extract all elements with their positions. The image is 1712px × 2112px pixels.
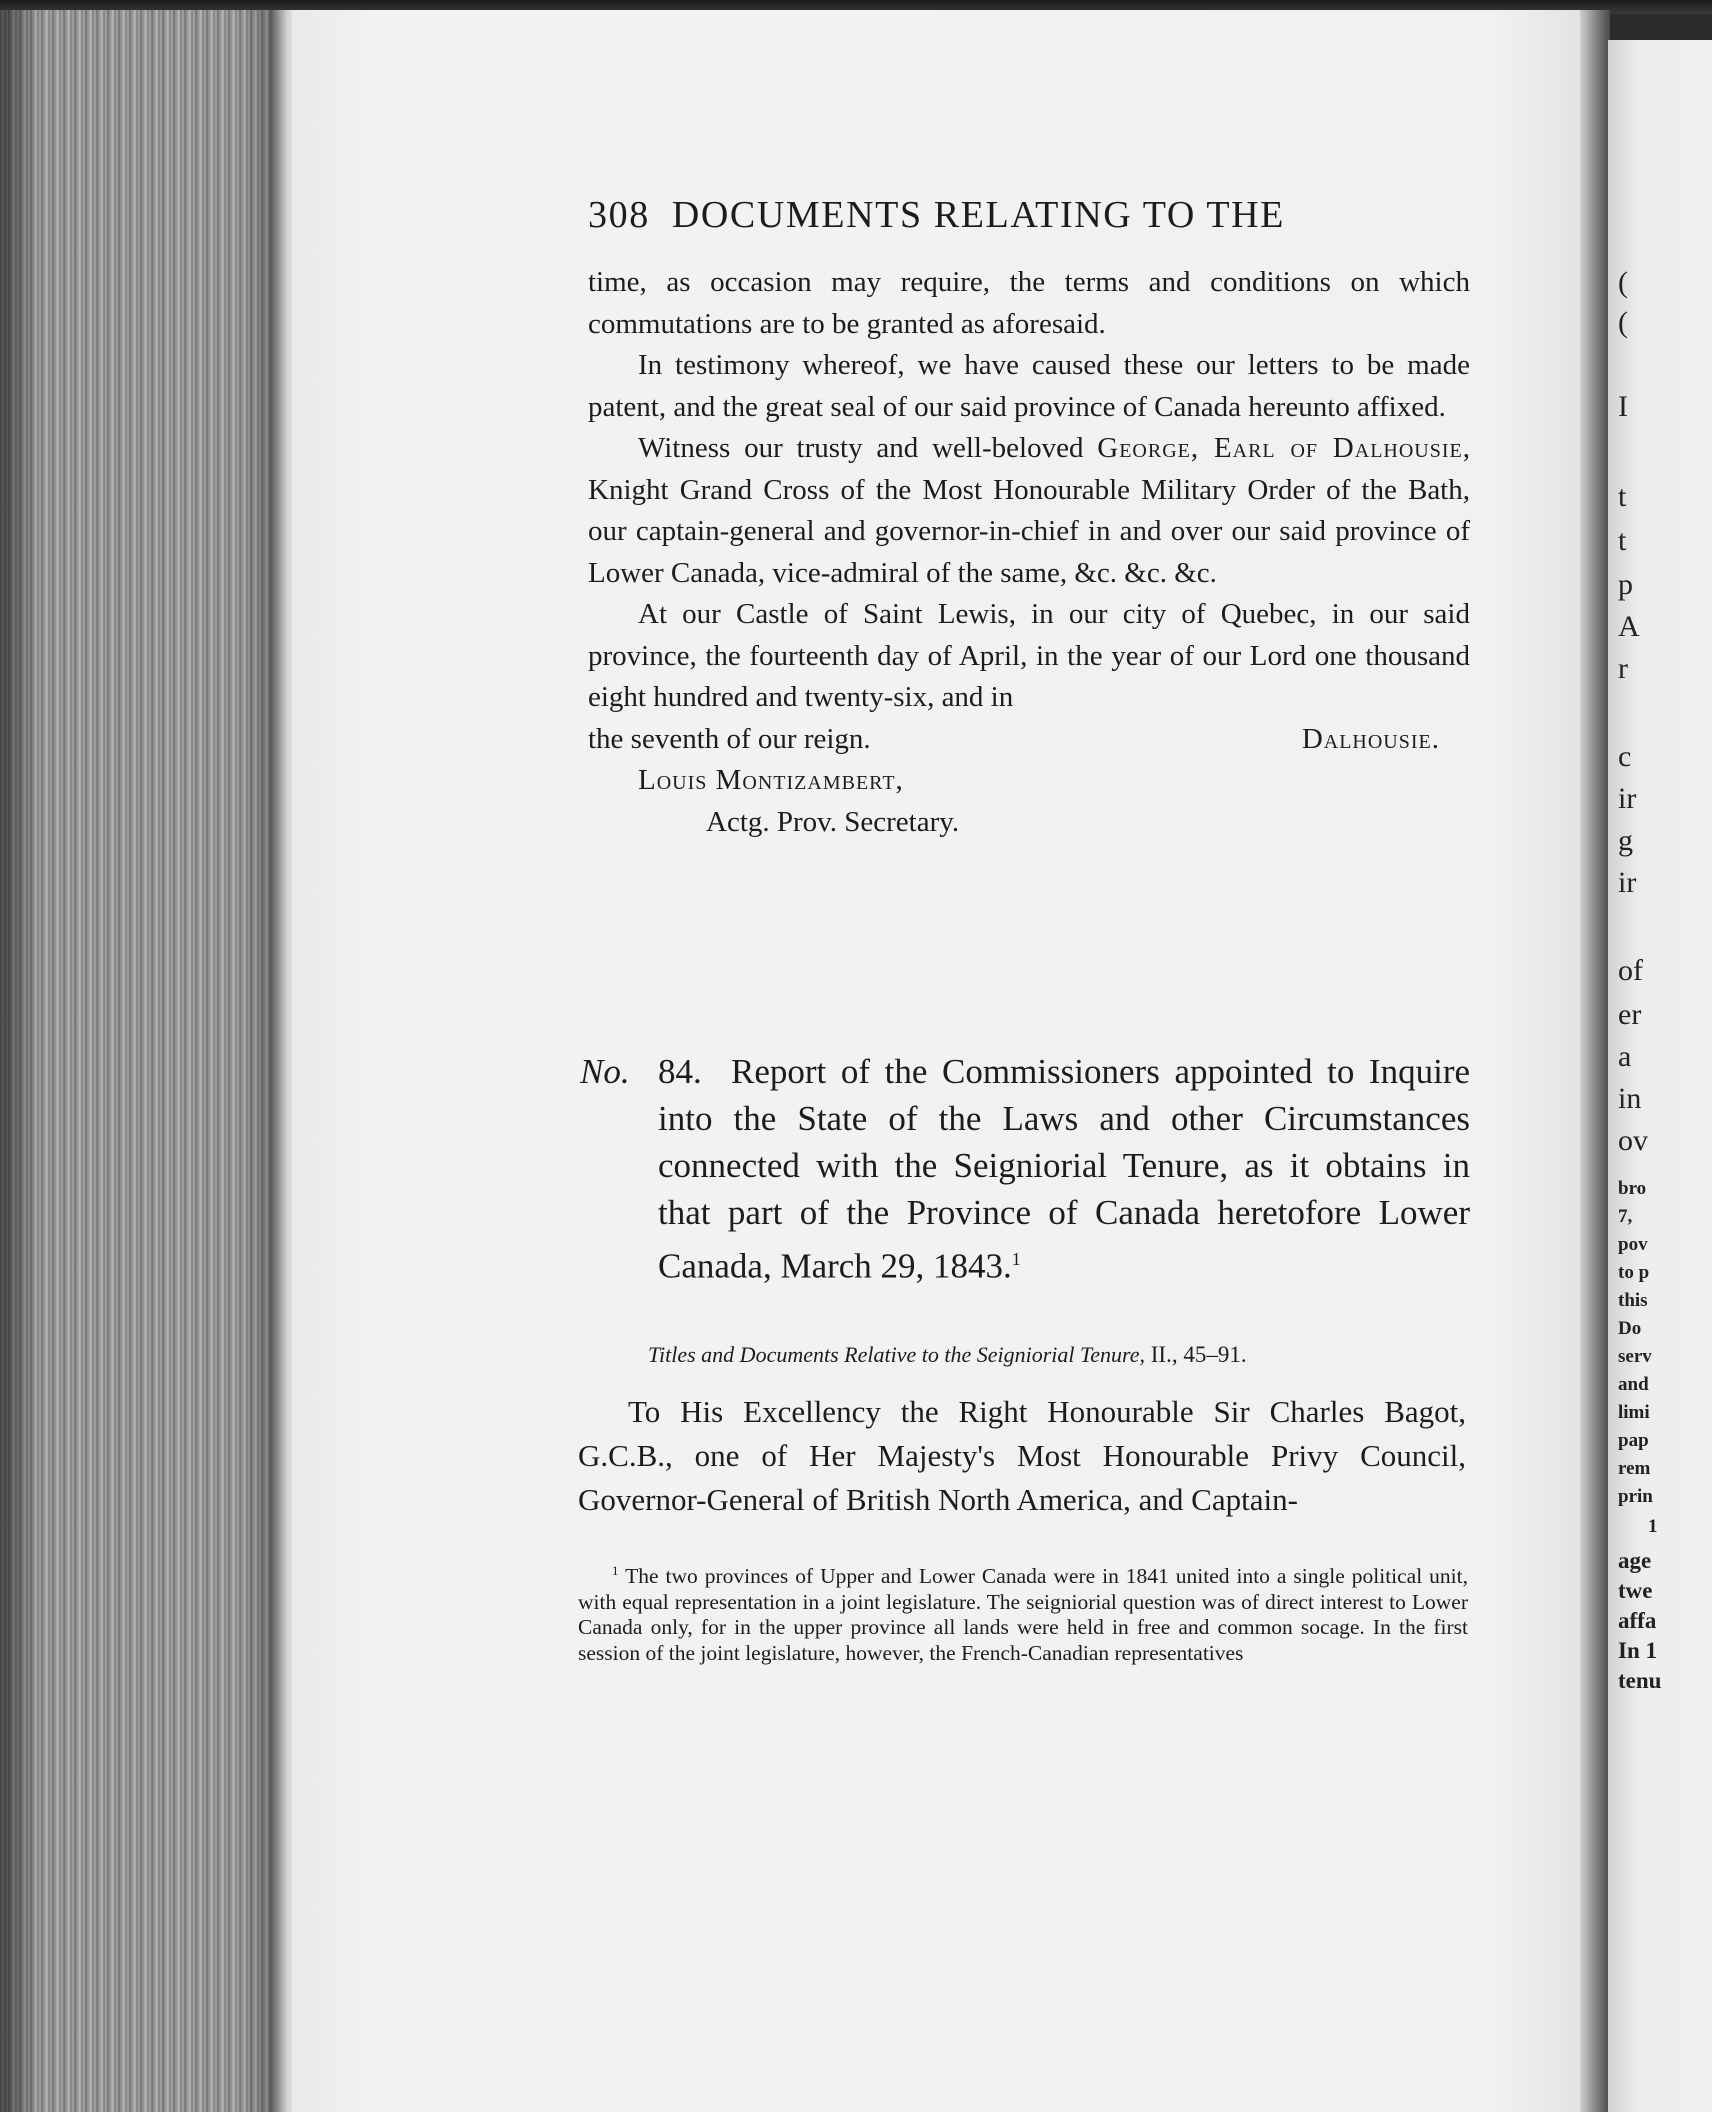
- facing-page-fragment: bro: [1618, 1178, 1647, 1199]
- facing-page-fragment: c: [1618, 740, 1632, 773]
- document-heading: [580, 1048, 1470, 1290]
- facing-page-fragment: er: [1618, 998, 1642, 1031]
- signature-line: [588, 719, 1470, 761]
- facing-page-fragment: ir: [1618, 782, 1637, 815]
- document-title: Report of the Commissioners appointed to Inquire into the State of the Laws and other Circumstances connected with the Seigniorial Tenure, as it obtains in that part of the Province of Canada heretofore Lower Canada, March 29, 1843.: [658, 1052, 1471, 1286]
- footnote-text: The two provinces of Upper and Lower Canada were in 1841 united into a single political unit, with equal representation in a joint legislature. The seigniorial question was of direct interest to Lower Canada only, for in the upper province all lands were held in free and common socage. In the first session of the joint legislature, however, the French-Canadian representatives: [578, 1564, 1468, 1665]
- facing-page-fragment: prin: [1618, 1486, 1653, 1507]
- paragraph-commutations: time, as occasion may require, the terms and conditions on which commutations are to be granted as aforesaid.: [588, 266, 1470, 340]
- secretary-title: Actg. Prov. Secretary.: [706, 805, 960, 838]
- governor-name: George, Earl of Dalhousie: [1097, 432, 1463, 464]
- paragraph-testimony: In testimony whereof, we have caused these our letters to be made patent, and the great seal of our said province of Canada hereunto affixed.: [588, 349, 1470, 423]
- facing-page-fragment: serv: [1618, 1346, 1652, 1367]
- paragraph-castle: At our Castle of Saint Lewis, in our city of Quebec, in our said province, the fourteenth day of April, in the year of our Lord one thousand eight hundred and twenty-six, and in: [588, 598, 1470, 713]
- running-header: [588, 193, 1388, 237]
- facing-page-fragment: In 1: [1618, 1638, 1657, 1663]
- document-number-label: No.: [580, 1052, 630, 1091]
- facing-page-fragment: I: [1618, 390, 1628, 423]
- paragraph-witness: [588, 428, 1470, 594]
- facing-page-fragment: pov: [1618, 1234, 1648, 1255]
- facing-page-fragment: in: [1618, 1082, 1642, 1115]
- signature: Dalhousie.: [1301, 722, 1440, 755]
- facing-page-fragment: this: [1618, 1290, 1648, 1311]
- facing-page-fragment: limi: [1618, 1402, 1650, 1423]
- document-number: 84.: [658, 1052, 702, 1091]
- document-title-block: [658, 1048, 1470, 1290]
- facing-page: [1608, 40, 1712, 2112]
- page-number: 308: [588, 194, 650, 236]
- facing-page-fragment: ir: [1618, 866, 1637, 899]
- footnote-mark: 1: [612, 1563, 619, 1578]
- witness-rest: , Knight Grand Cross of the Most Honourable Military Order of the Bath, our captain-general and governor-in-chief in and over our said province of Lower Canada, vice-admiral of the same, &c. &c. &c.: [588, 432, 1470, 589]
- source-citation: [648, 1342, 1468, 1368]
- facing-page-fragment: to p: [1618, 1262, 1650, 1283]
- facing-page-fragment: a: [1618, 1040, 1632, 1073]
- book-page-edges: [0, 10, 282, 2112]
- witness-lead: Witness our trusty and well-beloved: [638, 432, 1084, 464]
- facing-page-fragment: affa: [1618, 1608, 1657, 1633]
- facing-page-fragment: tenu: [1618, 1668, 1662, 1693]
- facing-page-fragment: A: [1618, 610, 1640, 643]
- facing-page-fragment: (: [1618, 266, 1628, 299]
- reign-text: the seventh of our reign.: [588, 722, 871, 755]
- address-text: To His Excellency the Right Honourable Sir Charles Bagot, G.C.B., one of Her Majesty's Most Honourable Privy Council, Governor-General of British North America, and Captain-: [578, 1394, 1466, 1517]
- facing-page-fragment: pap: [1618, 1430, 1649, 1451]
- source-pages: II., 45–91.: [1150, 1342, 1247, 1367]
- facing-page-fragment: age: [1618, 1548, 1652, 1573]
- secretary-name: Louis Montizambert,: [638, 764, 904, 796]
- facing-page-fragment: twe: [1618, 1578, 1653, 1603]
- facing-page-fragment: 7,: [1618, 1206, 1633, 1227]
- facing-page-fragment: and: [1618, 1374, 1649, 1395]
- facing-page-fragment: rem: [1618, 1458, 1651, 1479]
- facing-page-fragment: p: [1618, 568, 1633, 601]
- footnote: [578, 1558, 1468, 1666]
- facing-page-fragment: (: [1618, 306, 1628, 339]
- address-paragraph: [578, 1390, 1466, 1522]
- facing-page-fragment: t: [1618, 524, 1627, 557]
- facing-page-fragment: g: [1618, 824, 1633, 857]
- facing-page-fragment: of: [1618, 954, 1643, 987]
- running-title: DOCUMENTS RELATING TO THE: [671, 194, 1285, 236]
- facing-page-fragment: 1: [1648, 1516, 1658, 1537]
- footnote-reference: 1: [1011, 1249, 1021, 1269]
- facing-page-fragment: Do: [1618, 1318, 1642, 1339]
- source-title: Titles and Documents Relative to the Seigniorial Tenure,: [648, 1342, 1145, 1367]
- book-spine-shadow: [1580, 10, 1610, 2112]
- facing-page-fragment: ov: [1618, 1124, 1648, 1157]
- main-text: [588, 262, 1470, 843]
- facing-page-fragment: t: [1618, 480, 1627, 513]
- facing-page-fragment: r: [1618, 652, 1628, 685]
